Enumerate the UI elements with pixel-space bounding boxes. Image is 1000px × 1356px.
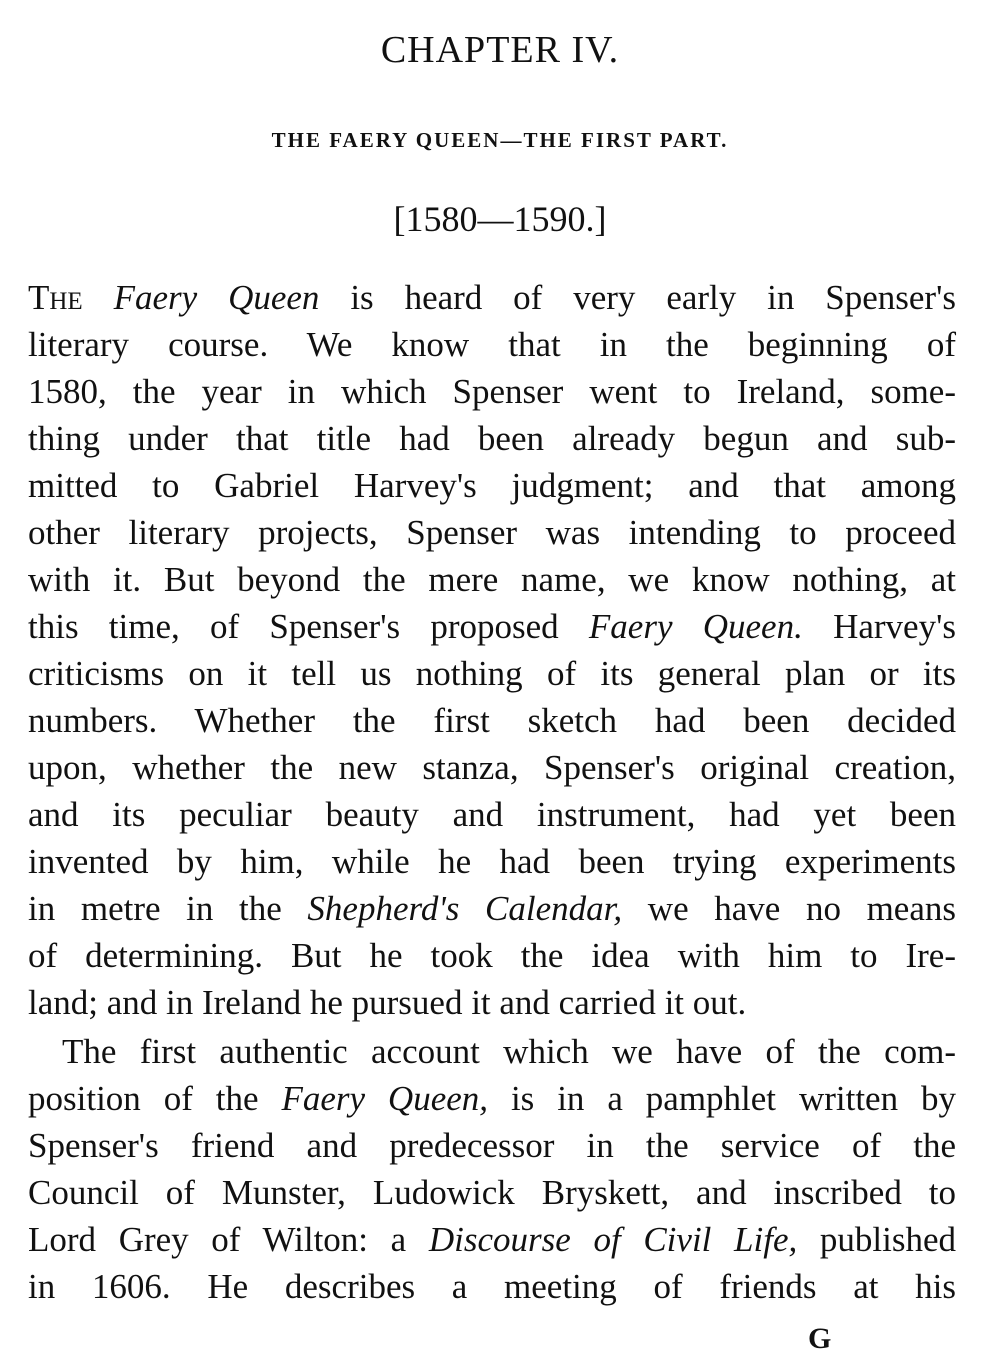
- line-text: published: [797, 1220, 957, 1259]
- text-line: invented by him, while he had been trying experiments: [28, 842, 956, 881]
- text-line: [28, 887, 956, 931]
- text-line: numbers. Whether the first sketch had been decided: [28, 701, 956, 740]
- italic-title: Shepherd's Calendar,: [307, 889, 623, 928]
- text-line: upon, whether the new stanza, Spenser's original creation,: [28, 748, 956, 787]
- italic-title: Faery Queen,: [281, 1079, 489, 1118]
- italic-title: Faery Queen.: [588, 607, 803, 646]
- text-line: The first authentic account which we have of the com-: [62, 1032, 956, 1071]
- date-range: [1580—1590.]: [393, 199, 607, 239]
- text-line: land; and in Ireland he pursued it and carried it out.: [28, 983, 747, 1022]
- line-text: is in a pamphlet written by: [488, 1079, 956, 1118]
- italic-title: Discourse of Civil Life,: [428, 1220, 798, 1259]
- line-text: we have no means: [622, 889, 956, 928]
- text-line: 1580, the year in which Spenser went to Ireland, some-: [28, 372, 956, 411]
- italic-title: Faery Queen: [113, 278, 320, 317]
- signature-mark: G: [808, 1322, 832, 1355]
- text-line: [28, 1218, 956, 1262]
- text-line: literary course. We know that in the beginning of: [28, 325, 956, 364]
- text-line: of determining. But he took the idea with him to Ire-: [28, 936, 956, 975]
- text-line: Council of Munster, Ludowick Bryskett, and inscribed to: [28, 1173, 956, 1212]
- chapter-title: CHAPTER IV.: [380, 29, 620, 71]
- text-line: other literary projects, Spenser was intending to proceed: [28, 513, 956, 552]
- text-line: mitted to Gabriel Harvey's judgment; and that among: [28, 466, 956, 505]
- text-line: [28, 276, 956, 320]
- text-line: in 1606. He describes a meeting of friends at his: [28, 1267, 956, 1306]
- text-line: with it. But beyond the mere name, we know nothing, at: [28, 560, 956, 599]
- line-text: Harvey's: [802, 607, 956, 646]
- section-title: THE FAERY QUEEN—THE FIRST PART.: [271, 128, 729, 152]
- line-text: Lord Grey of Wilton: a: [28, 1220, 429, 1259]
- text-line: and its peculiar beauty and instrument, had yet been: [28, 795, 956, 834]
- line-text: this time, of Spenser's proposed: [28, 607, 589, 646]
- text-line: [28, 605, 956, 649]
- text-line: thing under that title had been already begun and sub-: [28, 419, 956, 458]
- line-text: is heard of very early in Spenser's: [319, 278, 957, 317]
- text-line: criticisms on it tell us nothing of its general plan or its: [28, 654, 956, 693]
- line-text: in metre in the: [28, 889, 308, 928]
- text-line: [28, 1077, 956, 1121]
- text-line: Spenser's friend and predecessor in the service of the: [28, 1126, 956, 1165]
- line-text: position of the: [28, 1079, 282, 1118]
- drop-word: The: [28, 278, 83, 317]
